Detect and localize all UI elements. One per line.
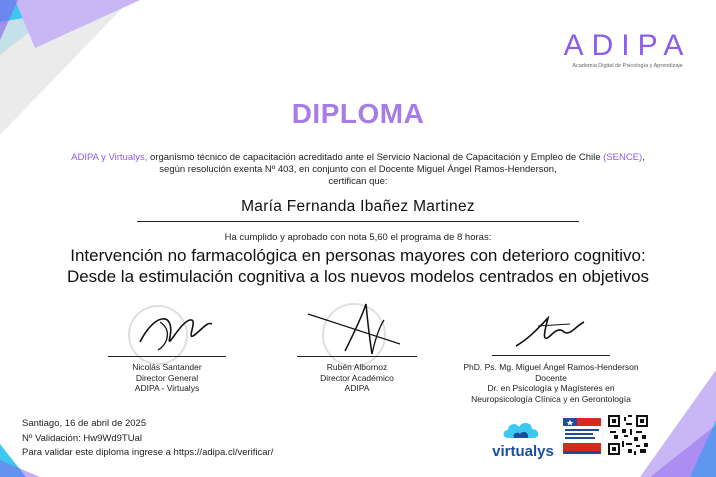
intro-paragraph — [58, 152, 658, 188]
cloud-icon — [500, 420, 546, 440]
signatory-2-role: Director Académico — [320, 372, 394, 383]
logo-wordmark: ADIPA — [563, 29, 692, 62]
signature-line-2 — [297, 356, 417, 357]
qr-code-icon — [608, 415, 648, 455]
logo-subtitle: Academia Digital de Psicología y Aprendizaje — [572, 63, 683, 69]
signature-line-1 — [108, 356, 226, 357]
verify-link[interactable]: Para validar este diploma ingrese a https://adipa.cl/verificar/ — [22, 447, 274, 458]
signatory-2-org: ADIPA — [344, 383, 370, 393]
intro-certify: certifican que: — [328, 176, 388, 187]
virtualys-logo — [488, 420, 558, 460]
signature-line-3 — [492, 355, 610, 356]
issue-date: Santiago, 16 de abril de 2025 — [22, 418, 147, 429]
recipient-underline — [137, 221, 579, 222]
signatory-3-role: Docente — [535, 372, 567, 383]
signatory-3-name: PhD. Ps. Mg. Miguel Ángel Ramos-Henderson — [463, 362, 639, 372]
course-title-line1: Intervención no farmacológica en personas mayores con deterioro cognitivo: — [70, 246, 646, 265]
signatory-1 — [96, 362, 238, 394]
intro-sence: (SENCE) — [603, 152, 643, 163]
signatory-3-org2: Neuropsicología Clínica y en Gerontología — [471, 393, 631, 404]
intro-part2: , según resolución exenta Nº 403, en conjunto con el Docente Miguel Ángel Ramos-Henderson, — [159, 152, 645, 175]
adipa-logo — [560, 30, 695, 69]
signature-icon — [120, 302, 220, 360]
signatory-1-role: Director General — [135, 372, 199, 383]
intro-org: ADIPA y Virtualys, — [71, 152, 148, 163]
signatory-1-name: Nicolás Santander — [132, 362, 202, 372]
approval-note: Ha cumplido y aprobado con nota 5,60 el programa de 8 horas: — [224, 232, 492, 243]
diploma-title: DIPLOMA — [291, 98, 425, 129]
sence-logo-icon — [561, 416, 603, 456]
virtualys-wordmark: virtualys — [492, 443, 554, 460]
signature-icon — [510, 308, 590, 356]
signatory-2 — [286, 362, 428, 394]
course-title — [20, 245, 696, 287]
signatory-3 — [446, 362, 656, 404]
course-title-line2: Desde la estimulación cognitiva a los nuevos modelos centrados en objetivos — [66, 267, 650, 286]
signatory-3-org: Dr. en Psicología y Magísteres en — [487, 383, 615, 393]
intro-part1: organismo técnico de capacitación acreditado ante el Servicio Nacional de Capacitación y Empleo de Chile — [147, 152, 604, 163]
signature-icon — [300, 296, 410, 358]
recipient-name: María Fernanda Ibañez Martinez — [241, 198, 475, 215]
signatory-2-name: Rubén Albornoz — [326, 362, 388, 372]
validation-number: Nº Validación: Hw9Wd9TUal — [22, 433, 142, 444]
signatory-1-org: ADIPA - Virtualys — [134, 383, 200, 393]
